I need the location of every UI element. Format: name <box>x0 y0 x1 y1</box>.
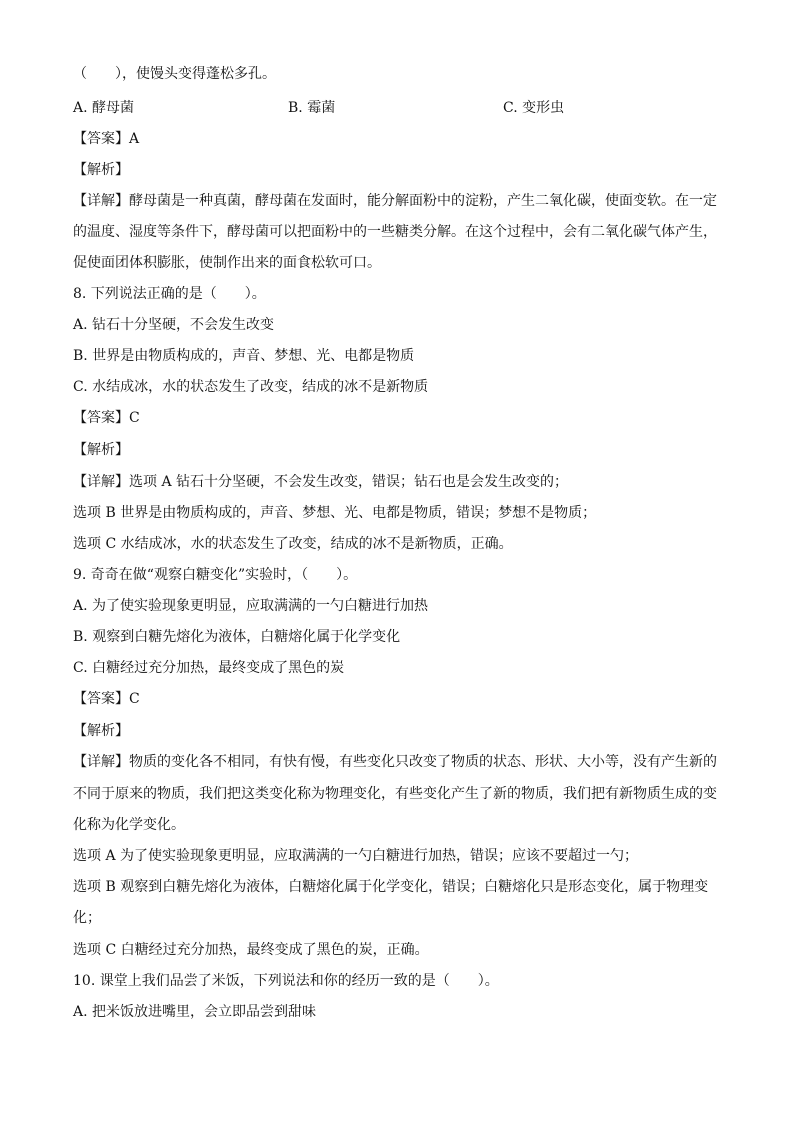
q7-detail-line: 的温度、湿度等条件下，酵母菌可以把面粉中的一些糖类分解。在这个过程中，会有二氧化碳气体产生， <box>73 224 717 240</box>
q7-answer: 【答案】A <box>73 131 140 147</box>
q8-option-a: A. 钻石十分坚硬，不会发生改变 <box>73 317 275 333</box>
q7-analysis-heading: 【解析】 <box>73 162 129 178</box>
q9-detail-line: 不同于原来的物质，我们把这类变化称为物理变化，有些变化产生了新的物质，我们把有新物质生成的变 <box>73 786 717 802</box>
q8-detail-line: 选项 C 水结成冰，水的状态发生了改变，结成的冰不是新物质，正确。 <box>73 536 513 552</box>
q9-option-a: A. 为了使实验现象更明显，应取满满的一勺白糖进行加热 <box>73 598 429 614</box>
q9-analysis-heading: 【解析】 <box>73 723 129 739</box>
q9-option-b: B. 观察到白糖先熔化为液体，白糖熔化属于化学变化 <box>73 629 401 645</box>
q9-detail-line: 选项 A 为了使实验现象更明显，应取满满的一勺白糖进行加热，错误；应该不要超过一勺； <box>73 848 639 864</box>
q9-stem: 9. 奇奇在做“观察白糖变化”实验时，（ ）。 <box>73 567 358 583</box>
q9-detail-line: 选项 B 观察到白糖先熔化为液体，白糖熔化属于化学变化，错误；白糖熔化只是形态变化，属于物理变 <box>73 879 709 895</box>
q10-option-a: A. 把米饭放进嘴里，会立即品尝到甜味 <box>73 1004 317 1020</box>
q7-detail-line: 【详解】酵母菌是一种真菌，酵母菌在发面时，能分解面粉中的淀粉，产生二氧化碳，使面变软。在一定 <box>73 193 717 209</box>
q7-detail-line: 促使面团体积膨胀，使制作出来的面食松软可口。 <box>73 255 381 271</box>
q9-detail-line: 选项 C 白糖经过充分加热，最终变成了黑色的炭，正确。 <box>73 942 429 958</box>
q8-detail-line: 【详解】选项 A 钻石十分坚硬，不会发生改变，错误；钻石也是会发生改变的； <box>73 474 569 490</box>
q7-option-b: B. 霉菌 <box>288 100 336 116</box>
q9-detail-line: 化； <box>73 910 101 926</box>
q9-detail-line: 【详解】物质的变化各不相同，有快有慢，有些变化只改变了物质的状态、形状、大小等，没有产生新的 <box>73 754 717 770</box>
q7-option-c: C. 变形虫 <box>503 100 565 116</box>
q8-answer: 【答案】C <box>73 410 140 426</box>
q8-option-b: B. 世界是由物质构成的，声音、梦想、光、电都是物质 <box>73 348 415 364</box>
q9-answer: 【答案】C <box>73 691 140 707</box>
q10-stem: 10. 课堂上我们品尝了米饭，下列说法和你的经历一致的是（ ）。 <box>73 973 499 989</box>
q7-stem: （ ），使馒头变得蓬松多孔。 <box>73 66 276 82</box>
q8-stem: 8. 下列说法正确的是（ ）。 <box>73 286 266 302</box>
q8-detail-line: 选项 B 世界是由物质构成的，声音、梦想、光、电都是物质，错误；梦想不是物质； <box>73 505 597 521</box>
q7-option-a: A. 酵母菌 <box>73 100 135 116</box>
q8-option-c: C. 水结成冰，水的状态发生了改变，结成的冰不是新物质 <box>73 379 429 395</box>
q9-option-c: C. 白糖经过充分加热，最终变成了黑色的炭 <box>73 660 345 676</box>
q9-detail-line: 化称为化学变化。 <box>73 817 185 833</box>
q8-analysis-heading: 【解析】 <box>73 442 129 458</box>
